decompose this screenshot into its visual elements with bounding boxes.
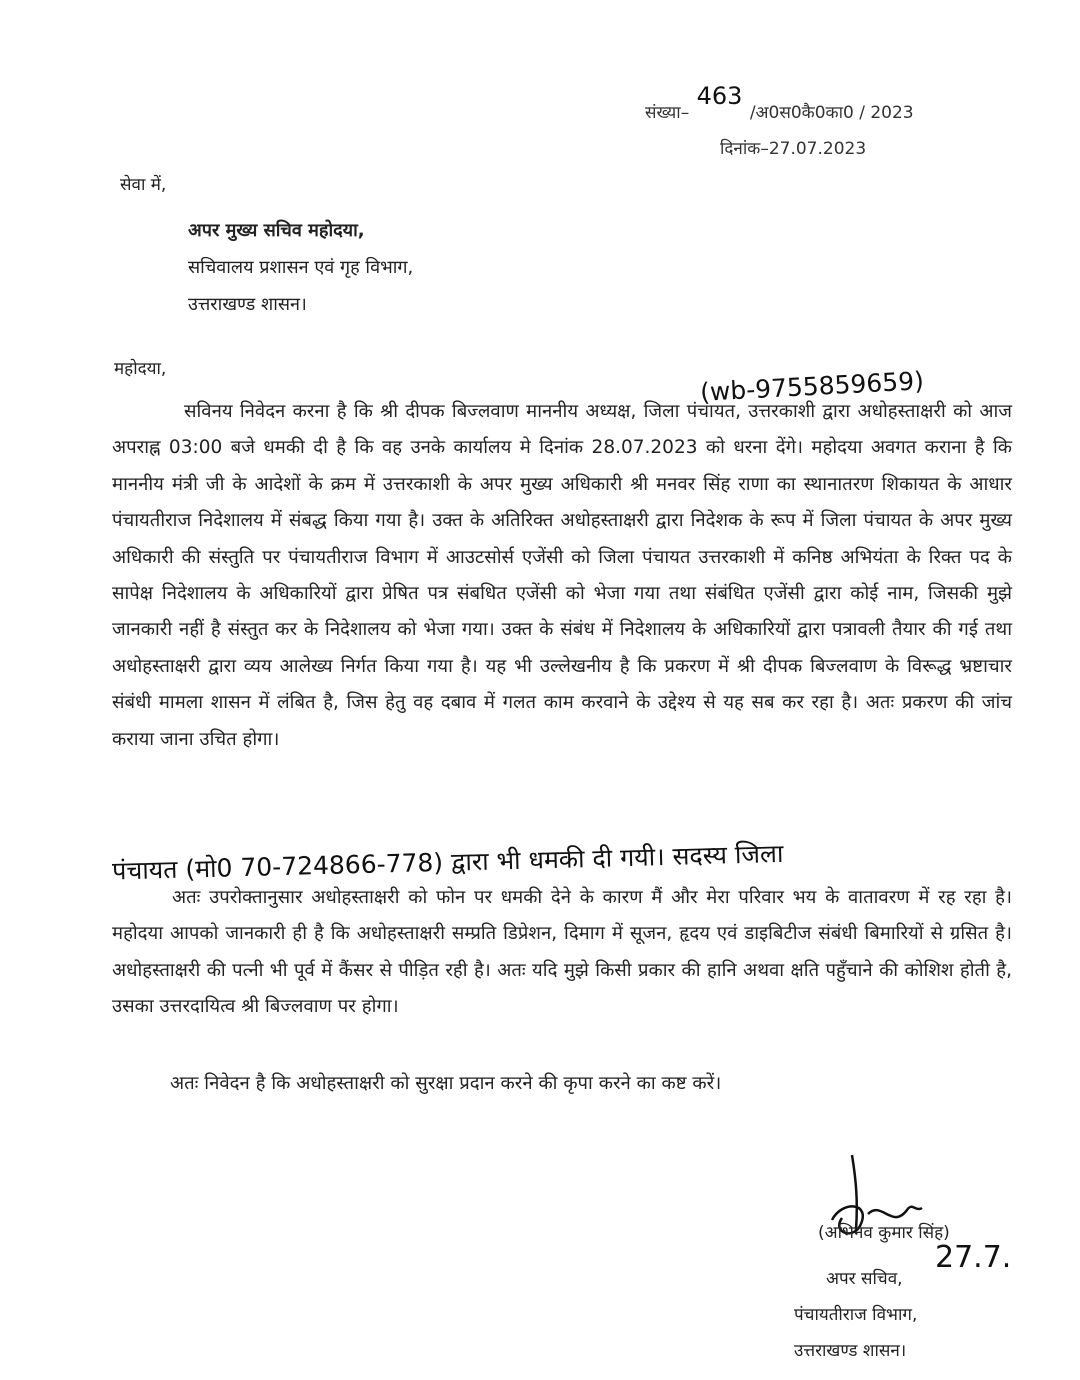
handwritten-insert-line: पंचायत (मो0 70-724866-778) द्वारा भी धमकी दी गयी। सदस्य जिला bbox=[111, 838, 784, 886]
reference-number bbox=[645, 82, 914, 124]
body-paragraph-2: अतः उपरोक्तानुसार अधोहस्ताक्षरी को फोन पर धमकी देने के कारण मैं और मेरा परिवार भय के वातावरण में रह रहा है। महोदया आपको जानकारी ही है कि अधोहस्ताक्षरी सम्प्रति डिप्रेशन, दिमाग में सूजन, हृदय एवं डाइबिटीज संबंधी बिमारियों से ग्रसित है। अधोहस्ताक्षरी की पत्नी भी पूर्व में कैंसर से पीड़ित रही है। अतः यदि मुझे किसी प्रकार की हानि अथवा क्षति पहुँचाने की कोशिश होती है, उसका उत्तरदायित्व श्री बिज्लवाण पर होगा। bbox=[112, 887, 1012, 1018]
signatory-name: (अभिनव कुमार सिंह) bbox=[818, 1223, 950, 1243]
body-paragraph-3: अतः निवेदन है कि अधोहस्ताक्षरी को सुरक्षा प्रदान करने की कृपा करने का कष्ट करें। bbox=[170, 1073, 722, 1094]
handwritten-ref-number: 463 bbox=[696, 82, 743, 110]
greeting: महोदया, bbox=[114, 359, 167, 379]
salutation: सेवा में, bbox=[120, 175, 167, 195]
body-paragraph-1: सविनय निवेदन करना है कि श्री दीपक बिज्लवाण माननीय अध्यक्ष, जिला पंचायत, उत्तरकाशी द्वारा अधोहस्ताक्षरी को आज अपराह्न 03:00 बजे धमकी दी है कि वह उनके कार्यालय मे दिनांक 28.07.2023 को धरना देंगे। महोदया अवगत कराना है कि माननीय मंत्री जी के आदेशों के क्रम में उत्तरकाशी के अपर मुख्य अधिकारी श्री मनवर सिंह राणा का स्थानातरण शिकायत के आधार पंचायतीराज निदेशालय में संबद्ध किया गया है। उक्त के अतिरिक्त अधोहस्ताक्षरी द्वारा निदेशक के रूप में जिला पंचायत के अपर मुख्य अधिकारी की संस्तुति पर पंचायतीराज विभाग में आउटसोर्स एजेंसी को जिला पंचायत उत्तरकाशी में कनिष्ठ अभियंता के रिक्त पद के सापेक्ष निदेशालय के अधिकारियों द्वारा प्रेषित पत्र संबधित एजेंसी को भेजा गया तथा संबंधित एजेंसी द्वारा कोई नाम, जिसकी मुझे जानकारी नहीं है संस्तुत कर के निदेशालय को भेजा गया। उक्त के संबंध में निदेशालय के अधिकारियों द्वारा पत्रावली तैयार की गई तथा अधोहस्ताक्षरी द्वारा व्यय आलेख्य निर्गत किया गया है। यह भी उल्लेखनीय है कि प्रकरण में श्री दीपक बिज्लवाण के विरूद्ध भ्रष्टाचार संबंधी मामला शासन में लंबित है, जिस हेतु वह दबाव में गलत काम करवाने के उद्देश्य से यह सब कर रहा है। अतः प्रकरण की जांच कराया जाना उचित होगा। bbox=[112, 401, 1012, 750]
addressee-title: अपर मुख्य सचिव महोदया, bbox=[188, 220, 365, 241]
addressee-department: सचिवालय प्रशासन एवं गृह विभाग, bbox=[188, 257, 414, 278]
signatory-title: अपर सचिव, bbox=[826, 1269, 903, 1289]
letter-date: दिनांक–27.07.2023 bbox=[720, 139, 867, 159]
ref-prefix: संख्या– bbox=[645, 103, 690, 123]
signatory-department: पंचायतीराज विभाग, bbox=[794, 1305, 918, 1325]
addressee-government: उत्तराखण्ड शासन। bbox=[188, 294, 307, 315]
handwritten-phone-note: (wb-9755859659) bbox=[699, 366, 925, 407]
signature-date: 27.7. bbox=[935, 1240, 1012, 1275]
signatory-government: उत्तराखण्ड शासन। bbox=[794, 1341, 907, 1361]
ref-suffix: /अ0स0कै0का0 / 2023 bbox=[749, 103, 914, 123]
